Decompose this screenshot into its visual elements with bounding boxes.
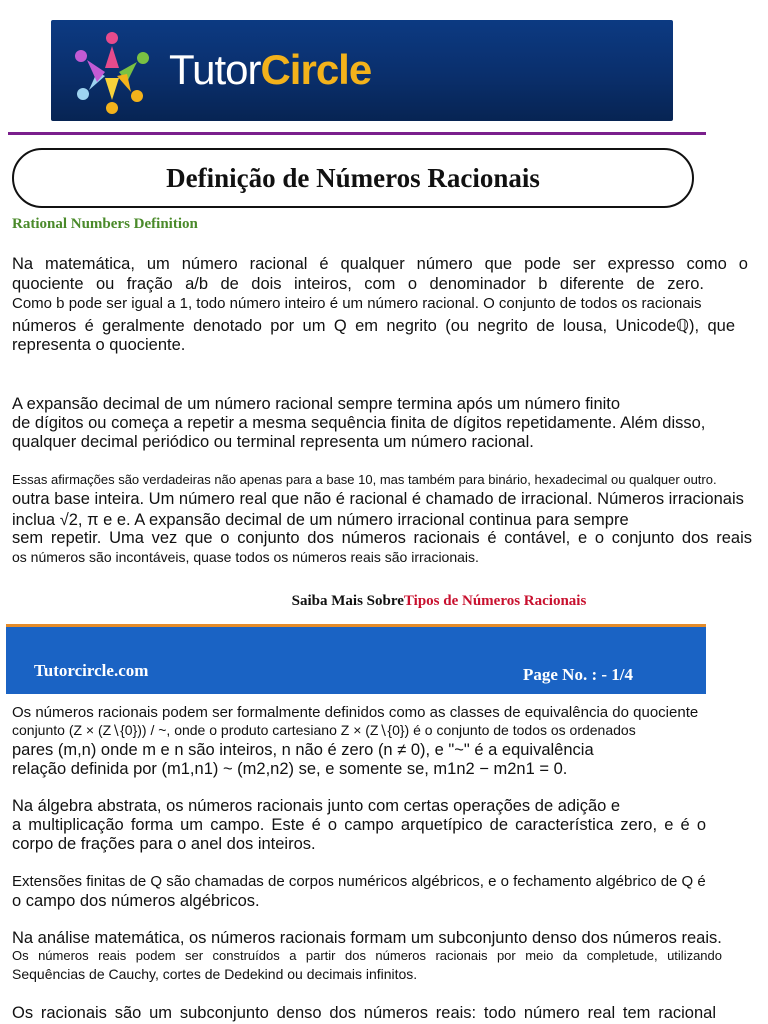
header-divider — [8, 132, 706, 135]
page-title: Definição de Números Racionais — [166, 162, 540, 193]
paragraph-line: Como b pode ser igual a 1, todo número inteiro é um número racional. O conjunto de todos os racionais — [12, 295, 702, 312]
title-box — [12, 148, 694, 208]
paragraph-line: Sequências de Cauchy, cortes de Dedekind ou decimais infinitos. — [12, 966, 418, 982]
paragraph-line: conjunto (Z × (Z∖{0})) / ~, onde o produto cartesiano Z × (Z∖{0}) é o conjunto de todos os ordenados — [12, 722, 636, 738]
paragraph-line: Os números reais podem ser construídos a partir dos números racionais por meio da completude, utilizando — [12, 948, 722, 963]
learn-more-prefix: Saiba Mais Sobre — [291, 593, 404, 609]
tutorcircle-logo-wordmark — [169, 42, 371, 98]
paragraph-line: os números são incontáveis, quase todos os números reais são irracionais. — [12, 549, 479, 565]
paragraph-line: Na matemática, um número racional é qualquer número que pode ser expresso como o — [12, 255, 748, 273]
learn-more-link[interactable]: Tipos de Números Racionais — [403, 593, 587, 609]
footer-site-link[interactable]: Tutorcircle.com — [34, 661, 149, 680]
paragraph-line: outra base inteira. Um número real que não é racional é chamado de irracional. Números irracionais — [12, 490, 744, 508]
learn-more-line — [0, 593, 768, 610]
tutorcircle-banner — [51, 20, 673, 121]
paragraph-line: representa o quociente. — [12, 336, 186, 354]
paragraph-line: Extensões finitas de Q são chamadas de corpos numéricos algébricos, e o fechamento algébrico de Q é — [12, 873, 706, 890]
paragraph-line: Na álgebra abstrata, os números racionais junto com certas operações de adição e — [12, 797, 621, 815]
paragraph-line: Os racionais são um subconjunto denso dos números reais: todo número real tem racional — [12, 1004, 716, 1022]
paragraph-line: o campo dos números algébricos. — [12, 892, 260, 910]
paragraph-line: sem repetir. Uma vez que o conjunto dos números racionais é contável, e o conjunto dos reais — [12, 529, 752, 547]
paragraph-line: Essas afirmações são verdadeiras não apenas para a base 10, mas também para binário, hexadecimal ou qualquer outro. — [12, 472, 717, 487]
footer-page-number: Page No. : - 1/4 — [523, 665, 634, 684]
paragraph-line: Os números racionais podem ser formalmente definidos como as classes de equivalência do quociente — [12, 704, 699, 721]
paragraph-line: de dígitos ou começa a repetir a mesma sequência finita de dígitos repetidamente. Além disso, — [12, 414, 706, 432]
page-footer — [6, 624, 706, 694]
logo-word-circle: Circle — [260, 46, 372, 93]
section-subtitle: Rational Numbers Definition — [12, 216, 198, 232]
logo-word-tutor: Tutor — [169, 46, 261, 93]
paragraph-line: corpo de frações para o anel dos inteiros. — [12, 835, 316, 853]
paragraph-line: pares (m,n) onde m e n são inteiros, n não é zero (n ≠ 0), e "~" é a equivalência — [12, 741, 594, 759]
paragraph-line: quociente ou fração a/b de dois inteiros, com o denominador b diferente de zero. — [12, 275, 704, 293]
paragraph-line: Na análise matemática, os números racionais formam um subconjunto denso dos números reais. — [12, 929, 722, 947]
paragraph-line: números é geralmente denotado por um Q em negrito (ou negrito de lousa, Unicodeℚ), que — [12, 317, 735, 335]
paragraph-line: relação definida por (m1,n1) ~ (m2,n2) se, e somente se, m1n2 − m2n1 = 0. — [12, 760, 568, 778]
paragraph-line: a multiplicação forma um campo. Este é o campo arquetípico de característica zero, e é o — [12, 816, 706, 834]
paragraph-line: A expansão decimal de um número racional sempre termina após um número finito — [12, 395, 621, 413]
paragraph-line: inclua √2, π e e. A expansão decimal de um número irracional continua para sempre — [12, 511, 629, 529]
paragraph-line: qualquer decimal periódico ou terminal representa um número racional. — [12, 433, 534, 451]
tutorcircle-logo-icon — [69, 28, 155, 114]
